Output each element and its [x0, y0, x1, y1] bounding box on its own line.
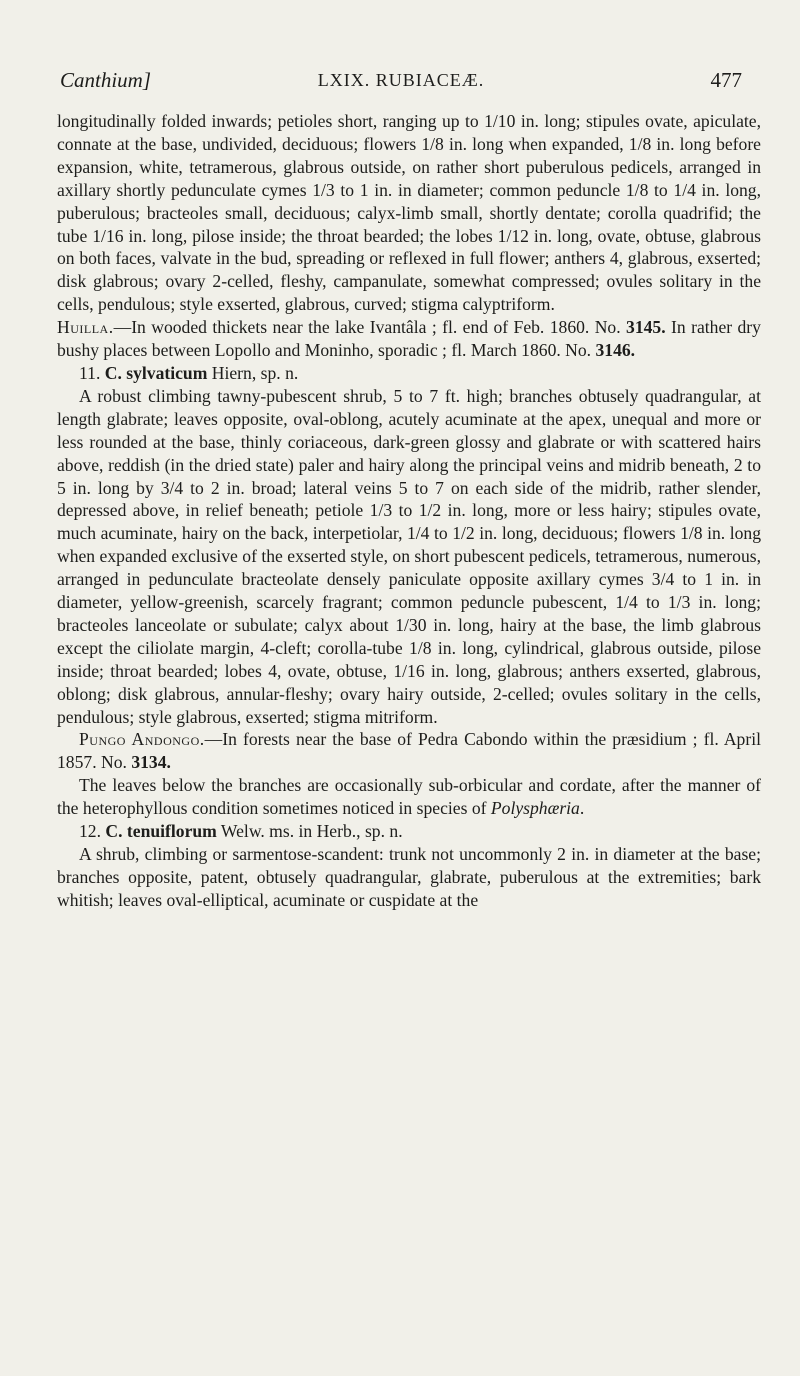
- locality-text: —In forests near the base of Pedra Cabondo within the præsidium ; fl. April 1857.: [57, 729, 761, 773]
- page-body: [57, 110, 761, 912]
- paragraph-locality-huilla: [57, 316, 761, 362]
- species-number: 12.: [79, 821, 101, 842]
- locality-text: In rather dry bushy places between Lopollo and Moninho, sporadic ; fl. March 1860.: [57, 317, 761, 361]
- specimen-number: 3146.: [595, 340, 636, 361]
- species-heading-sylvaticum: [57, 362, 761, 385]
- paragraph-description-sylvaticum: A robust climbing tawny-pubescent shrub, 5 to 7 ft. high; branches obtusely quadrangular, at length glabrate; leaves opposite, oval-oblong, acutely acuminate at the apex, unequal and more or less rounded at the base, thinly coriaceous, dark-green glossy and glabrate or with scattered hairs above, reddish (in the dried state) paler and hairy along the principal veins and midrib beneath, 2 to 5 in. long by 3/4 to 2 in. broad; lateral veins 5 to 7 on each side of the midrib, rather slender, depressed above, in relief beneath; petiole 1/3 to 1/2 in. long, more or less hairy; stipules ovate, much acuminate, hairy on the back, interpetiolar, 1/4 to 1/2 in. long, deciduous; flowers 1/8 in. long when expanded exclusive of the exserted style, on short pubescent pedicels, tetramerous, numerous, arranged in pedunculate bracteolate densely paniculate opposite axillary cymes 3/4 to 1 in. in diameter, yellow-greenish, scarcely fragrant; common peduncle pubescent, 1/4 to 1/3 in. long; bracteoles lanceolate or subulate; calyx about 1/30 in. long, hairy at the base, the limb glabrous except the ciliolate margin, 4-cleft; corolla-tube 1/8 in. long, cylindrical, glabrous outside, pilose inside; throat bearded; lobes 4, ovate, obtuse, 1/16 in. long, glabrous; anthers exserted, glabrous, oblong; disk glabrous, annular-fleshy; ovary hairy outside, 2-celled; ovules solitary in the cells, pendulous; style glabrous, exserted; stigma mitriform.: [57, 385, 761, 727]
- species-heading-tenuiflorum: [57, 820, 761, 843]
- species-name: C. tenuiflorum: [105, 821, 217, 842]
- species-authority: Welw. ms. in Herb., sp. n.: [220, 821, 403, 842]
- specimen-number: 3145.: [626, 317, 666, 338]
- locality-text: —In wooded thickets near the lake Ivantâla ; fl. end of Feb. 1860.: [113, 317, 590, 338]
- specimen-number: 3134.: [131, 752, 171, 773]
- header-family: LXIX. RUBIACEÆ.: [317, 70, 485, 90]
- note-text: The leaves below the branches are occasionally sub-orbicular and cordate, after the manner of the heterophyllous condition sometimes noticed in species of: [57, 775, 761, 819]
- locality-name: Huilla.: [57, 317, 114, 338]
- locality-name: Pungo Andongo.: [79, 729, 205, 750]
- species-number: 11.: [79, 362, 101, 383]
- species-authority: Hiern, sp. n.: [211, 362, 299, 383]
- header-genus: Canthium]: [60, 68, 152, 92]
- specimen-no-label: No.: [101, 752, 127, 773]
- paragraph-locality-pungo: [57, 728, 761, 774]
- specimen-no-label: No.: [565, 340, 592, 361]
- paragraph-description-continued: longitudinally folded inwards; petioles short, ranging up to 1/10 in. long; stipules ovate, apiculate, connate at the base, undivided, deciduous; flowers 1/8 in. long when expanded, 1/8 in. long before expansion, white, tetramerous, glabrous outside, on rather short puberulous pedicels, arranged in axillary shortly pedunculate cymes 1/3 to 1 in. in diameter; common peduncle 1/8 to 1/4 in. long, puberulous; bracteoles small, deciduous; calyx-limb small, shortly dentate; corolla quadrifid; the tube 1/16 in. long, pilose inside; the throat bearded; the lobes 1/12 in. long, ovate, obtuse, glabrous on both faces, valvate in the bud, spreading or reflexed in full flower; anthers 4, glabrous, exserted; disk glabrous; ovary 2-celled, fleshy, campanulate, somewhat compressed; ovules solitary in the cells, pendulous; style exserted, glabrous, curved; stigma calyptriform.: [57, 111, 761, 315]
- running-header: [60, 68, 742, 98]
- note-end: .: [579, 798, 585, 819]
- paragraph-description-tenuiflorum: A shrub, climbing or sarmentose-scandent: trunk not uncommonly 2 in. in diameter at the base; branches opposite, patent, obtusely quadrangular, glabrate, puberulous at the extremities; bark whitish; leaves oval-elliptical, acuminate or cuspidate at the: [57, 844, 761, 910]
- paragraph-note: [57, 774, 761, 820]
- genus-reference: Polysphæria: [490, 798, 580, 819]
- page-number: 477: [710, 68, 742, 92]
- species-name: C. sylvaticum: [104, 362, 208, 383]
- specimen-no-label: No.: [594, 317, 621, 338]
